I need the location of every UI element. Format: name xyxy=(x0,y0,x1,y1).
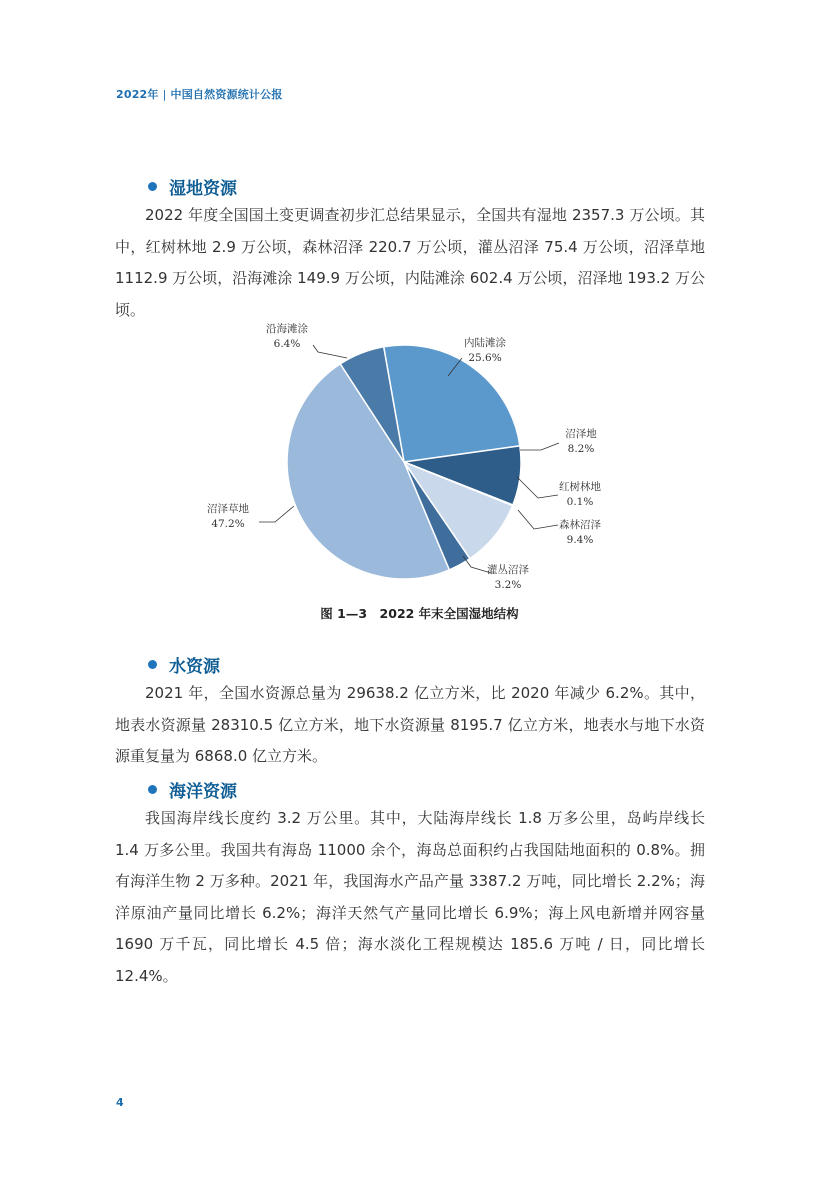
section-title-wetland: 湿地资源 xyxy=(169,179,237,199)
running-head xyxy=(116,86,283,102)
pie-category-label: 沿海滩涂 xyxy=(266,323,308,335)
pie-category-label: 红树林地 xyxy=(559,481,601,493)
pie-category-label: 森林沼泽 xyxy=(559,519,601,531)
wetland-pie-chart xyxy=(200,320,640,600)
pie-percent-label: 9.4% xyxy=(566,534,594,546)
paragraph-water-text: 2021 年，全国水资源总量为 29638.2 亿立方米，比 2020 年减少 6.2%。其中，地表水资源量 28310.5 亿立方米，地下水资源量 8195.7 亿立方米，地表水与地下水资源重复量为 6868.0 亿立方米。 xyxy=(115,684,705,766)
pie-leader-line xyxy=(259,506,294,522)
pie-percent-label: 0.1% xyxy=(566,496,594,508)
pie-leader-line xyxy=(518,510,558,529)
bullet-icon xyxy=(148,660,157,669)
section-title-ocean: 海洋资源 xyxy=(169,782,237,802)
pie-category-label: 灌丛沼泽 xyxy=(487,564,529,576)
pie-leader-line xyxy=(313,345,347,358)
pie-leader-line xyxy=(517,477,558,498)
pie-percent-label: 47.2% xyxy=(211,518,245,530)
pie-slices xyxy=(287,345,521,579)
pie-percent-label: 8.2% xyxy=(567,443,595,455)
section-title-water: 水资源 xyxy=(169,657,220,677)
pie-leader-line xyxy=(520,443,559,450)
header-separator: | xyxy=(162,88,167,101)
header-year: 2022年 xyxy=(116,88,159,101)
paragraph-water xyxy=(115,678,705,773)
page-number: 4 xyxy=(116,1096,124,1109)
pie-category-label: 沼泽地 xyxy=(565,428,597,440)
section-heading-ocean xyxy=(148,777,237,802)
paragraph-ocean xyxy=(115,803,705,993)
section-heading-wetland xyxy=(148,174,237,199)
figure-caption: 图 1—3 2022 年末全国湿地结构 xyxy=(320,606,519,621)
paragraph-ocean-text: 我国海岸线长度约 3.2 万公里。其中，大陆海岸线长 1.8 万多公里，岛屿岸线长 1.4 万多公里。我国共有海岛 11000 余个，海岛总面积约占我国陆地面积的 0.8%。拥有海洋生物 2 万多种。2021 年，我国海水产品产量 3387.2 万吨，同比增长 2.2%；海洋原油产量同比增长 6.2%；海洋天然气产量同比增长 6.9%；海上风电新增并网容量 1690 万千瓦，同比增长 4.5 倍；海水淡化工程规模达 185.6 万吨 / 日，同比增长 12.4%。 xyxy=(115,809,705,985)
header-publication: 中国自然资源统计公报 xyxy=(170,88,283,101)
pie-category-label: 内陆滩涂 xyxy=(464,337,506,349)
bullet-icon xyxy=(148,182,157,191)
bullet-icon xyxy=(148,785,157,794)
paragraph-wetland-text: 2022 年度全国国土变更调查初步汇总结果显示，全国共有湿地 2357.3 万公顷。其中，红树林地 2.9 万公顷，森林沼泽 220.7 万公顷，灌丛沼泽 75.4 万公顷，沼泽草地 1112.9 万公顷，沿海滩涂 149.9 万公顷，内陆滩涂 602.4 万公顷，沼泽地 193.2 万公顷。 xyxy=(115,206,705,319)
pie-category-label: 沼泽草地 xyxy=(207,503,249,515)
pie-percent-label: 3.2% xyxy=(494,579,522,591)
paragraph-wetland xyxy=(115,200,705,326)
pie-percent-label: 6.4% xyxy=(273,338,301,350)
section-heading-water xyxy=(148,652,220,677)
pie-percent-label: 25.6% xyxy=(468,352,502,364)
